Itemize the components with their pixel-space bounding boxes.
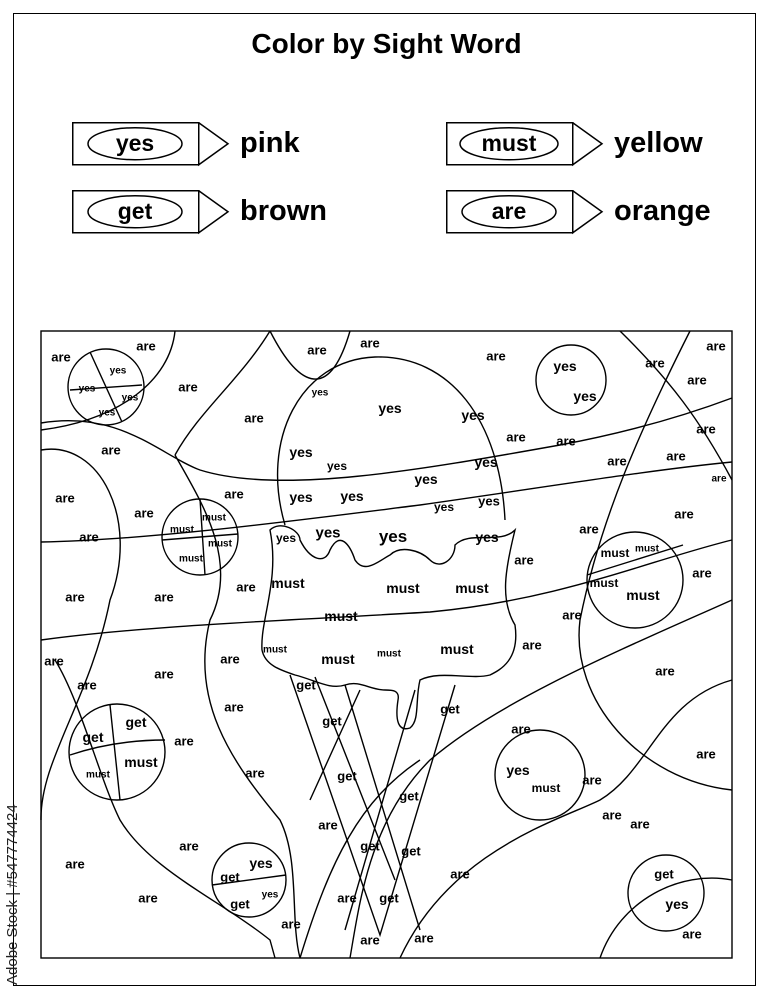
picture-word: must bbox=[170, 524, 194, 536]
picture-word: yes bbox=[289, 444, 313, 460]
picture-word: yes bbox=[78, 383, 96, 395]
key-color-label: pink bbox=[240, 127, 300, 159]
picture-word: must bbox=[377, 648, 401, 660]
picture-word: are bbox=[134, 505, 154, 521]
picture-word: are bbox=[318, 817, 338, 833]
ice-cream-drip bbox=[262, 526, 516, 729]
picture-word: get bbox=[230, 896, 250, 912]
picture-word: are bbox=[674, 506, 694, 522]
picture-word: are bbox=[696, 421, 716, 437]
picture-word: are bbox=[224, 486, 244, 502]
band-line bbox=[600, 878, 732, 958]
picture-word: must bbox=[86, 769, 110, 781]
picture-word: are bbox=[506, 429, 526, 445]
picture-word: yes bbox=[506, 762, 530, 778]
picture-word: are bbox=[582, 772, 602, 788]
picture-word: yes bbox=[249, 855, 273, 871]
band-line bbox=[579, 331, 732, 790]
picture-word: must bbox=[635, 543, 659, 555]
key-word: get bbox=[117, 198, 153, 224]
picture-word: yes bbox=[315, 524, 341, 542]
picture-word: are bbox=[486, 348, 506, 364]
picture-word: are bbox=[337, 890, 357, 906]
picture-word: yes bbox=[475, 529, 499, 545]
picture-word: yes bbox=[478, 493, 500, 509]
picture-word: yes bbox=[461, 407, 485, 423]
picture-word: yes bbox=[121, 392, 139, 404]
picture-word: are bbox=[696, 746, 716, 762]
picture-word: yes bbox=[378, 527, 408, 546]
key-word: yes bbox=[115, 130, 155, 156]
picture-word: must bbox=[531, 781, 561, 795]
picture-word: are bbox=[360, 932, 380, 948]
picture-word: must bbox=[386, 580, 420, 596]
picture-word: get bbox=[322, 713, 342, 729]
picture-word: must bbox=[455, 580, 489, 596]
picture-word: yes bbox=[109, 365, 127, 377]
band-line bbox=[400, 680, 732, 958]
picture-word: must bbox=[208, 538, 232, 550]
picture-word: get bbox=[654, 866, 674, 882]
picture-word: are bbox=[645, 355, 665, 371]
picture-word: are bbox=[360, 335, 380, 351]
picture-word: yes bbox=[289, 489, 313, 505]
picture-word: get bbox=[401, 843, 421, 859]
picture-word: yes bbox=[326, 459, 348, 473]
picture-word: are bbox=[607, 453, 627, 469]
picture-border bbox=[41, 331, 732, 958]
picture-word: are bbox=[154, 666, 174, 682]
picture-word: are bbox=[522, 637, 542, 653]
picture-word: yes bbox=[553, 358, 577, 374]
watermark-id: Adobe Stock | #547774424 bbox=[4, 804, 21, 985]
picture-word: yes bbox=[474, 454, 498, 470]
picture-word: must bbox=[179, 553, 203, 565]
key-color-label: brown bbox=[240, 195, 327, 227]
picture-word: are bbox=[79, 529, 99, 545]
picture-word: yes bbox=[311, 387, 329, 399]
picture-word: are bbox=[307, 342, 327, 358]
picture-word: must bbox=[440, 641, 474, 657]
picture-word: are bbox=[136, 338, 156, 354]
picture-word: yes bbox=[378, 400, 402, 416]
picture-word: are bbox=[77, 677, 97, 693]
picture-word: get bbox=[379, 890, 399, 906]
picture-word: are bbox=[51, 349, 71, 365]
picture-word: yes bbox=[340, 488, 364, 504]
picture-word: are bbox=[224, 699, 244, 715]
picture-word: are bbox=[579, 521, 599, 537]
picture-word: are bbox=[450, 866, 470, 882]
picture-word: yes bbox=[98, 407, 116, 419]
picture-word: yes bbox=[573, 388, 597, 404]
picture-word: are bbox=[236, 579, 256, 595]
picture-word: must bbox=[263, 644, 287, 656]
circle-region bbox=[69, 704, 165, 800]
picture-word: yes bbox=[665, 896, 689, 912]
picture-word: are bbox=[44, 653, 64, 669]
picture-word: get bbox=[360, 838, 380, 854]
picture-word: get bbox=[399, 788, 419, 804]
picture-word: get bbox=[440, 701, 460, 717]
picture-word: are bbox=[174, 733, 194, 749]
picture-word: are bbox=[666, 448, 686, 464]
picture-word: must bbox=[202, 512, 226, 524]
picture-word: get bbox=[220, 869, 240, 885]
picture-word: are bbox=[281, 916, 301, 932]
key-color-label: yellow bbox=[614, 127, 703, 159]
picture-word: are bbox=[562, 607, 582, 623]
picture-word: are bbox=[602, 807, 622, 823]
picture-word: are bbox=[556, 433, 576, 449]
ice-cream-cone bbox=[290, 675, 455, 935]
picture-word: must bbox=[271, 575, 305, 591]
page-title: Color by Sight Word bbox=[251, 28, 522, 59]
circle-region bbox=[536, 345, 606, 415]
picture-word: yes bbox=[433, 500, 455, 514]
picture-word: are bbox=[514, 552, 534, 568]
picture-word: yes bbox=[275, 531, 297, 545]
picture-word: are bbox=[55, 490, 75, 506]
picture-word: are bbox=[154, 589, 174, 605]
picture-word: are bbox=[706, 338, 726, 354]
picture-word: are bbox=[687, 372, 707, 388]
picture-word: are bbox=[692, 565, 712, 581]
picture-word: yes bbox=[261, 889, 279, 901]
picture-word: are bbox=[245, 765, 265, 781]
picture-word: must bbox=[321, 651, 355, 667]
picture-word: are bbox=[655, 663, 675, 679]
picture-word: are bbox=[220, 651, 240, 667]
picture-word: are bbox=[711, 473, 727, 485]
picture-word: get bbox=[296, 677, 316, 693]
picture-word: are bbox=[178, 379, 198, 395]
picture-word: are bbox=[138, 890, 158, 906]
key-word: must bbox=[481, 130, 537, 156]
picture-word: must bbox=[589, 576, 619, 590]
picture-word: are bbox=[630, 816, 650, 832]
picture-word: are bbox=[414, 930, 434, 946]
picture-word: must bbox=[626, 587, 660, 603]
key-word: are bbox=[491, 198, 527, 224]
picture-word: are bbox=[682, 926, 702, 942]
picture-word: get bbox=[337, 768, 357, 784]
picture-word: are bbox=[65, 589, 85, 605]
picture-word: must bbox=[600, 546, 630, 560]
picture-word: must bbox=[124, 754, 158, 770]
picture-word: are bbox=[179, 838, 199, 854]
picture-word: are bbox=[65, 856, 85, 872]
picture-word: get bbox=[82, 729, 104, 745]
picture-word: are bbox=[244, 410, 264, 426]
picture-word: yes bbox=[414, 471, 438, 487]
key-color-label: orange bbox=[614, 195, 711, 227]
picture-word: are bbox=[511, 721, 531, 737]
picture-word: get bbox=[125, 714, 147, 730]
picture-word: are bbox=[101, 442, 121, 458]
picture-word: must bbox=[324, 608, 358, 624]
